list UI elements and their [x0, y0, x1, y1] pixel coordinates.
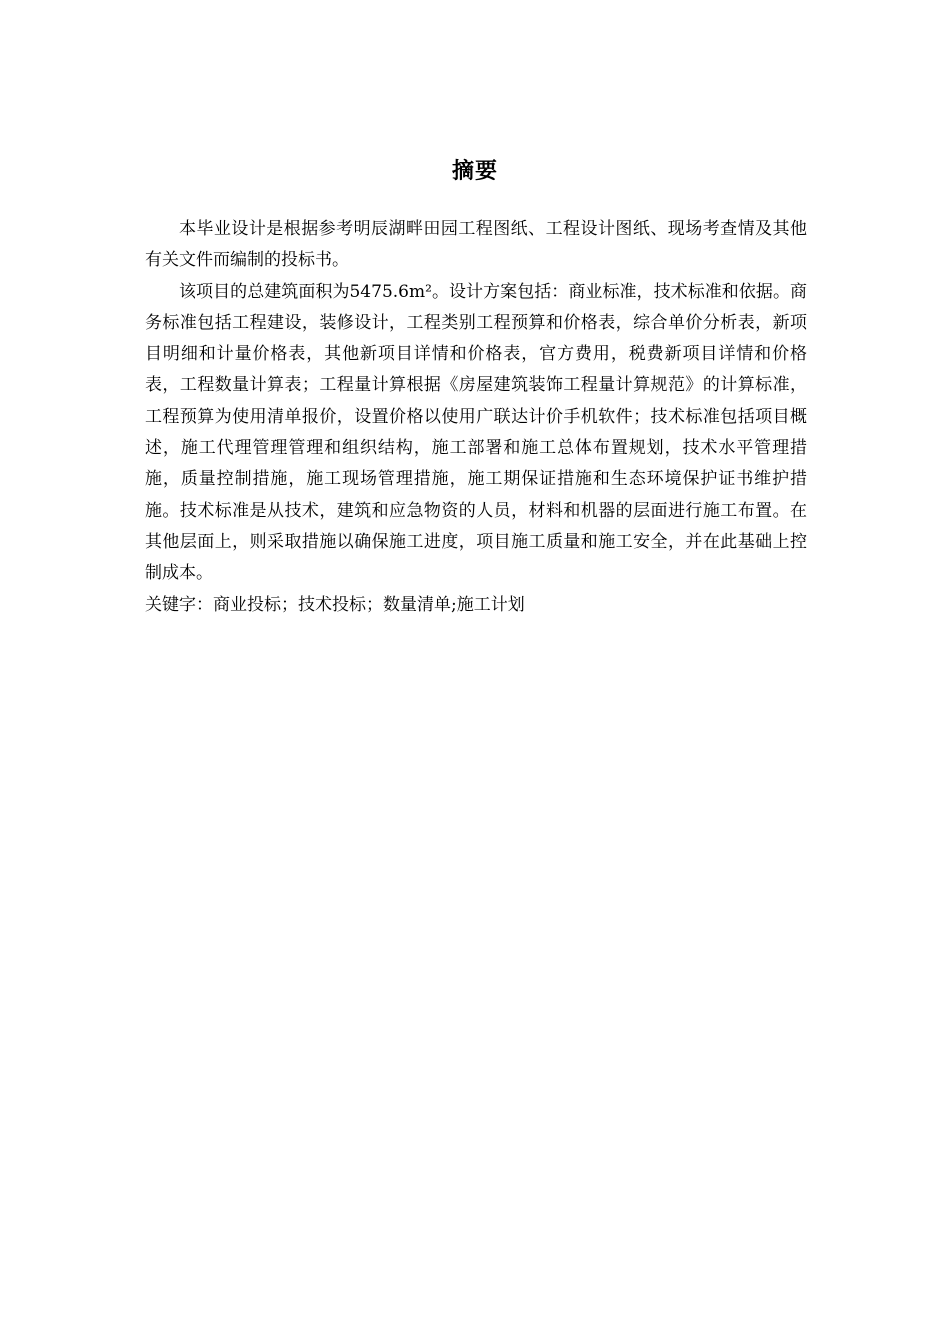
keywords-line: 关键字：商业投标；技术投标；数量清单;施工计划	[145, 594, 525, 615]
abstract-paragraph-2: 该项目的总建筑面积为5475.6m²。设计方案包括：商业标准，技术标准和依据。商务标准包括工程建设，装修设计，工程类别工程预算和价格表，综合单价分析表，新项目明细和计量价格表，其他新项目详情和价格表，官方费用，税费新项目详情和价格表，工程数量计算表；工程量计算根据《房屋建筑装饰工程量计算规范》的计算标准，工程预算为使用清单报价，设置价格以使用广联达计价手机软件；技术标准包括项目概述，施工代理管理管理和组织结构，施工部署和施工总体布置规划，技术水平管理措施，质量控制措施，施工现场管理措施，施工期保证措施和生态环境保护证书维护措施。技术标准是从技术，建筑和应急物资的人员，材料和机器的层面进行施工布置。在其他层面上，则采取措施以确保施工进度，项目施工质量和施工安全，并在此基础上控制成本。	[145, 281, 807, 584]
abstract-paragraph-1: 本毕业设计是根据参考明辰湖畔田园工程图纸、工程设计图纸、现场考查情及其他有关文件而编制的投标书。	[145, 219, 807, 271]
page-title: 摘要	[451, 159, 498, 184]
abstract-body	[145, 214, 807, 621]
